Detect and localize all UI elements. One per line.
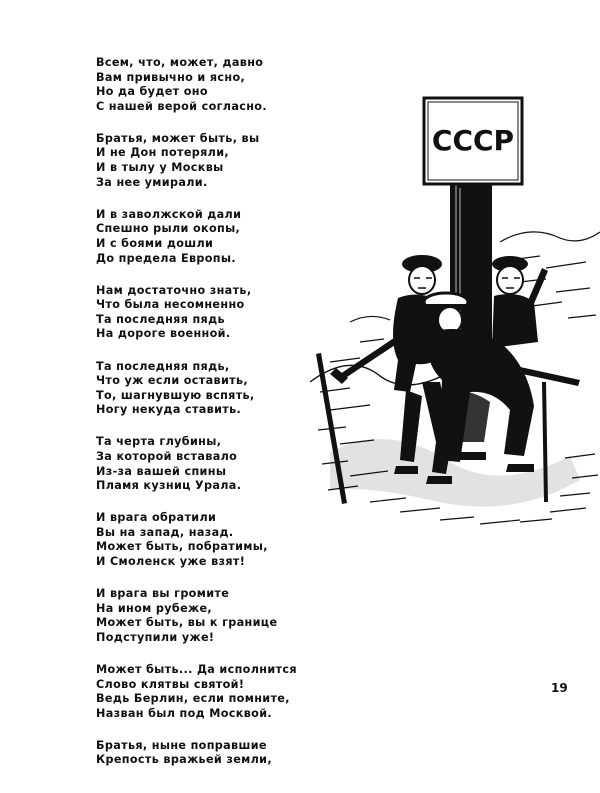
sign-text: СССР <box>431 124 515 157</box>
stanza-2 <box>96 132 326 190</box>
poem-line: Братья, ныне поправшие <box>96 738 267 752</box>
poem-line: Что уж если оставить, <box>96 374 249 388</box>
poem-line: И не Дон потеряли, <box>96 146 230 160</box>
poem-line: Та последняя пядь, <box>96 359 230 373</box>
stanza-1 <box>96 56 326 114</box>
poem-line: Братья, может быть, вы <box>96 131 260 145</box>
poem-line: И врага вы громите <box>96 587 230 601</box>
poem-line: Вам привычно и ясно, <box>96 70 246 84</box>
poem-line: И в тылу у Москвы <box>96 161 224 175</box>
poem-line: Та последняя пядь <box>96 312 225 326</box>
poem-line: Нам достаточно знать, <box>96 283 252 297</box>
poem-line: Может быть... Да исполнится <box>96 663 297 676</box>
stanza-4 <box>96 284 326 342</box>
poem-line: Может быть, побратимы, <box>96 540 268 554</box>
poem-line: Спешно рыли окопы, <box>96 222 241 236</box>
poem-line: И с боями дошли <box>96 236 214 250</box>
poem-line: И врага обратили <box>96 511 217 525</box>
poem-line: С нашей верой согласно. <box>96 99 267 113</box>
poem-line: Из-за вашей спины <box>96 464 227 478</box>
poem-line: Та черта глубины, <box>96 435 222 449</box>
poem-line: И Смоленск уже взят! <box>96 555 246 569</box>
poem-line: За которой вставало <box>96 449 238 463</box>
border-post-illustration <box>310 92 600 542</box>
stanza-3 <box>96 208 326 266</box>
poem-line: Всем, что, может, давно <box>96 56 264 69</box>
stanza-6 <box>96 435 326 493</box>
poem-line: До предела Европы. <box>96 251 236 265</box>
poem-line: То, шагнувшую вспять, <box>96 388 255 402</box>
poem-line: Назван был под Москвой. <box>96 706 272 720</box>
poem-text <box>96 56 326 786</box>
stanza-10 <box>96 739 326 768</box>
poem-line: На дороге военной. <box>96 327 231 341</box>
poem-line: Может быть, вы к границе <box>96 616 278 630</box>
stanza-7 <box>96 511 326 569</box>
stanza-8 <box>96 587 326 645</box>
stanza-9 <box>96 663 326 721</box>
poem-line: Но да будет оно <box>96 85 208 99</box>
poem-line: На ином рубеже, <box>96 601 213 615</box>
poem-line: И в заволжской дали <box>96 207 242 221</box>
poem-line: Что была несомненно <box>96 298 245 312</box>
page-number: 19 <box>551 681 568 695</box>
poem-line: За нее умирали. <box>96 175 208 189</box>
poem-line: Ногу некуда ставить. <box>96 403 242 417</box>
poem-line: Подступили уже! <box>96 630 215 644</box>
poem-line: Вы на запад, назад. <box>96 525 234 539</box>
poem-line: Ведь Берлин, если помните, <box>96 692 290 706</box>
poem-line: Крепость вражьей земли, <box>96 753 272 767</box>
stanza-5 <box>96 360 326 418</box>
poem-line: Слово клятвы святой! <box>96 677 245 691</box>
poem-line: Пламя кузниц Урала. <box>96 479 242 493</box>
